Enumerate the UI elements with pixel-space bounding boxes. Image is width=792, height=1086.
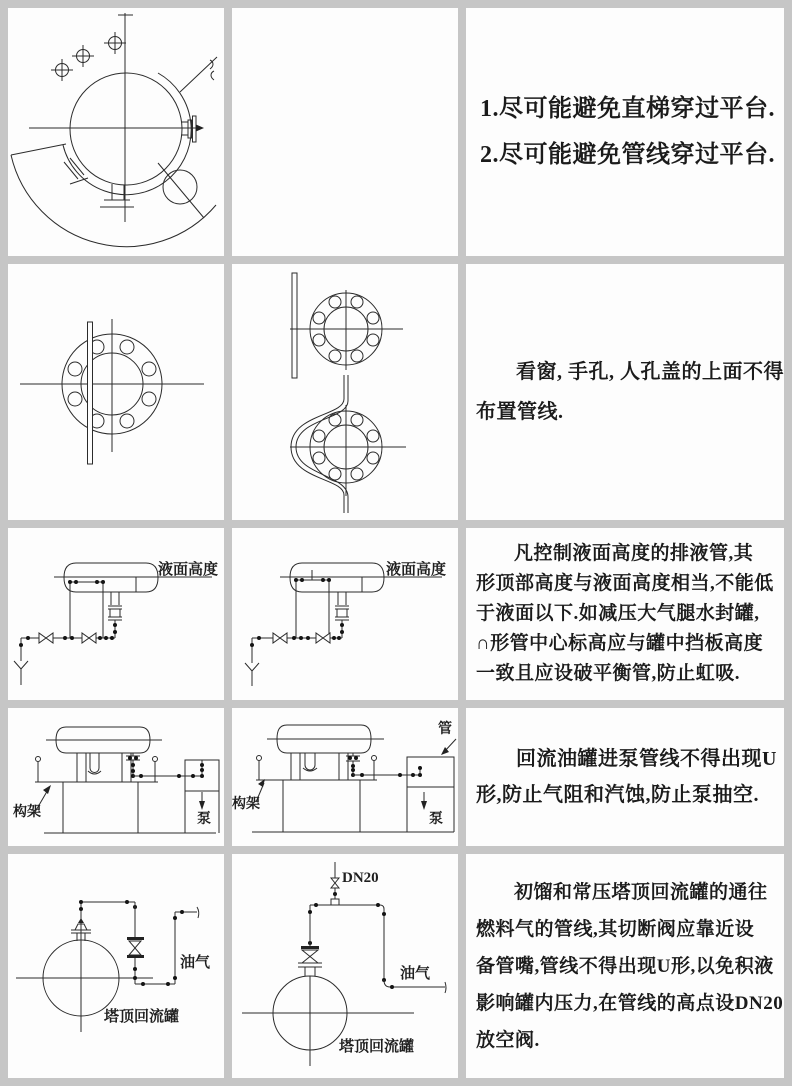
- bypass-pipe: [291, 375, 344, 513]
- cell-r2c3-note: [466, 264, 784, 520]
- dn20-label: DN20: [342, 870, 379, 886]
- pump-label: 泵: [429, 812, 443, 827]
- inverted-u-pipe: [70, 582, 103, 638]
- liquid-level-label: 液面高度: [386, 562, 447, 578]
- valve-icon: [82, 633, 89, 643]
- top-nozzle: [298, 963, 322, 976]
- cell-r4c2-drum-to-pump: [232, 708, 458, 846]
- oil-gas-label: 油气: [400, 966, 431, 982]
- cell-r3c1-drum-drain: [8, 528, 224, 700]
- leader-arrow-icon: [43, 785, 51, 794]
- note-line: 放空阀.: [476, 1029, 540, 1051]
- note-line: 形顶部高度与液面高度相当,不能低: [476, 573, 774, 594]
- flange-bypass-drawing: [232, 264, 458, 520]
- frame-structure-label: 构架: [232, 797, 260, 812]
- cell-r5c1-reflux-drum: [8, 854, 224, 1078]
- cell-r5c3-note: [466, 854, 784, 1078]
- valve-icon: [273, 633, 280, 643]
- frame-structure-label: 构架: [13, 805, 41, 820]
- reflux-drum-label: 塔顶回流罐: [104, 1009, 180, 1025]
- note-line: 备管嘴,管线不得出现U形,以免积液: [476, 955, 774, 977]
- inverted-u-pipe: [296, 580, 329, 638]
- u-dip: [305, 753, 315, 770]
- cell-r3c3-note: [466, 528, 784, 700]
- shutoff-valve-icon: [301, 946, 319, 963]
- sight-glass-flange-drawing: [8, 264, 224, 520]
- note-line: 2.尽可能避免管线穿过平台.: [480, 142, 775, 168]
- cell-r1c2-empty: [232, 8, 458, 256]
- note-line: 1.尽可能避免直梯穿过平台.: [480, 96, 775, 122]
- liquid-level-label: 液面高度: [158, 562, 219, 578]
- down-arrow-icon: [421, 801, 427, 810]
- pipe-break-tick: [445, 982, 446, 993]
- note-line: 一致且应设破平衡管,防止虹吸.: [476, 663, 741, 684]
- cell-r2c1-flange-view: [8, 264, 224, 520]
- oil-gas-label: 油气: [180, 955, 211, 971]
- note-line: 看窗, 手孔, 人孔盖的上面不得: [516, 361, 784, 383]
- cell-r1c3-note: [466, 8, 784, 256]
- cell-r3c2-drum-drain: [232, 528, 458, 700]
- drum-drain-drawing: [8, 528, 224, 700]
- pipe-break-tick: [197, 907, 199, 918]
- note-line: 燃料气的管线,其切断阀应靠近设: [476, 918, 755, 940]
- drain-funnel-icon: [245, 663, 259, 671]
- cell-r4c1-drum-to-pump: [8, 708, 224, 846]
- note-line: 布置管线.: [476, 401, 564, 423]
- cell-r5c2-reflux-drum-dn20: [232, 854, 458, 1078]
- note-line: 凡控制液面高度的排液管,其: [514, 543, 754, 564]
- cell-r1c1-plan-view: [8, 8, 224, 256]
- pipe-bar: [88, 322, 93, 464]
- nozzle-flange: [181, 116, 204, 142]
- cell-r2c2-flange-bypass: [232, 264, 458, 520]
- note-line: ∩形管中心标高应与罐中挡板高度: [476, 633, 764, 654]
- note-line: 于液面以下.如减压大气腿水封罐,: [476, 603, 760, 624]
- cell-r4c3-note: [466, 708, 784, 846]
- u-dip: [90, 753, 99, 773]
- reflux-drum-label: 塔顶回流罐: [339, 1039, 415, 1055]
- note-line: 形,防止气阻和汽蚀,防止泵抽空.: [476, 784, 759, 806]
- vessel-plan-view-drawing: [8, 8, 224, 256]
- note-line: 影响罐内压力,在管线的高点设DN20: [476, 992, 784, 1014]
- pipe-label: 管: [438, 722, 452, 737]
- control-valve-icon: [127, 937, 144, 958]
- note-line: 回流油罐进泵管线不得出现U: [516, 748, 777, 770]
- drain-funnel-icon: [14, 661, 28, 669]
- valve-icon: [39, 633, 46, 643]
- drum-to-pump-drawing: [8, 708, 224, 846]
- pump-label: 泵: [197, 812, 211, 827]
- note-line: 初馏和常压塔顶回流罐的通往: [514, 881, 768, 903]
- drum-to-pump-drawing: [232, 708, 458, 846]
- drum-drain-drawing: [232, 528, 458, 700]
- valve-icon: [316, 633, 323, 643]
- dn20-vent-valve: [331, 862, 339, 905]
